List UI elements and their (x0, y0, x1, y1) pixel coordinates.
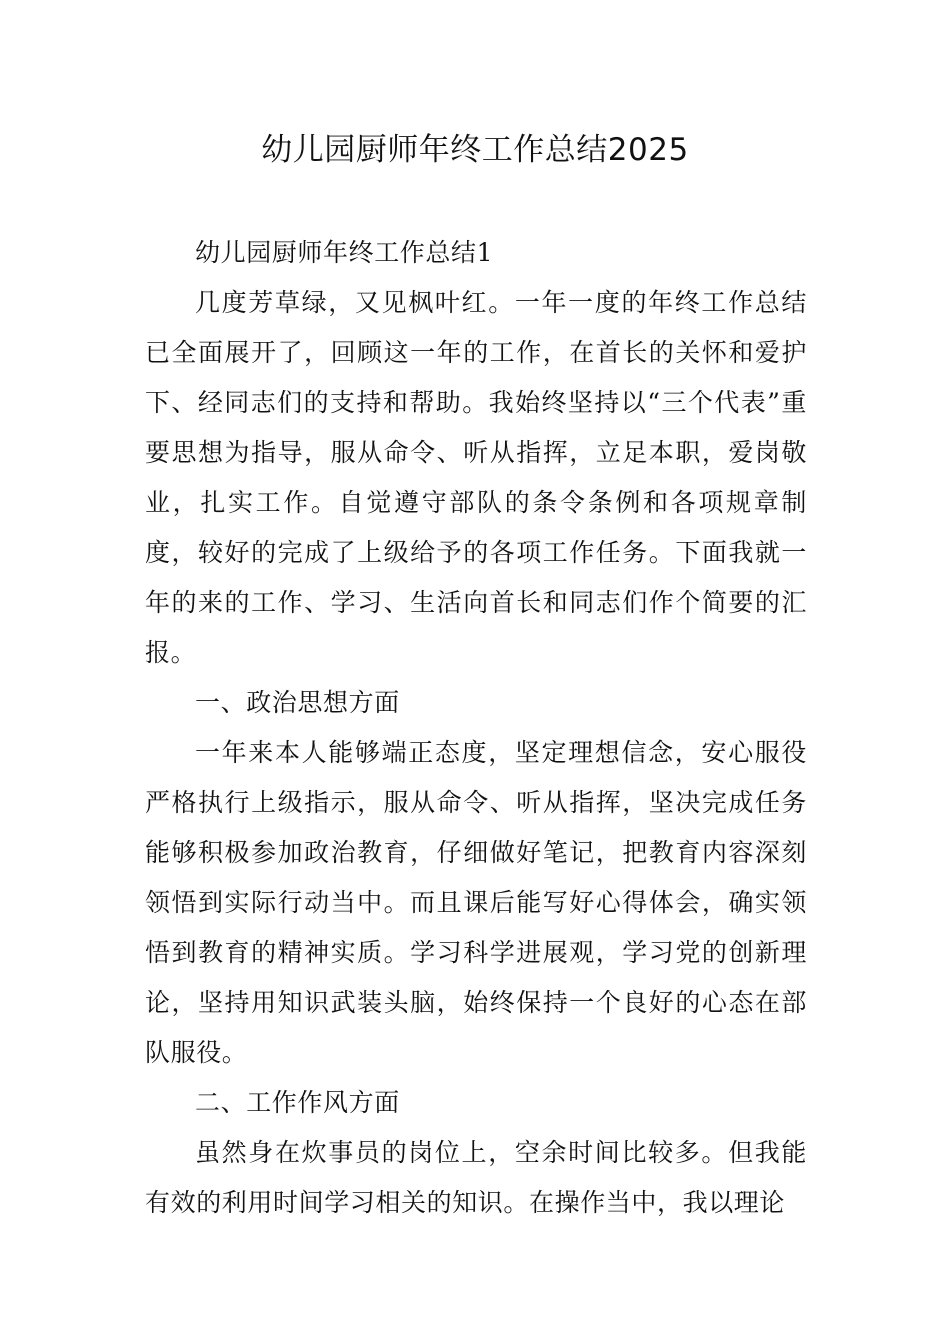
document-body (145, 228, 807, 1228)
section-heading-work-style: 二、工作作风方面 (195, 1088, 400, 1117)
paragraph-political: 一年来本人能够端正态度，坚定理想信念，安心服役严格执行上级指示，服从命令、听从指挥，坚决完成任务能够积极参加政治教育，仔细做好笔记，把教育内容深刻领悟到实际行动当中。而且课后能写好心得体会，确实领悟到教育的精神实质。学习科学进展观，学习党的创新理论，坚持用知识武装头脑，始终保持一个良好的心态在部队服役。 (145, 738, 807, 1067)
section-subtitle: 幼儿园厨师年终工作总结1 (195, 238, 494, 267)
paragraph-work-style: 虽然身在炊事员的岗位上，空余时间比较多。但我能有效的利用时间学习相关的知识。在操作当中，我以理论 (145, 1138, 807, 1217)
section-heading-political: 一、政治思想方面 (195, 688, 400, 717)
document-title: 幼儿园厨师年终工作总结2025 (261, 132, 689, 168)
paragraph-intro: 几度芳草绿，又见枫叶红。一年一度的年终工作总结已全面展开了，回顾这一年的工作，在首长的关怀和爱护下、经同志们的支持和帮助。我始终坚持以“三个代表”重要思想为指导，服从命令、听从指挥，立足本职，爱岗敬业，扎实工作。自觉遵守部队的条令条例和各项规章制度，较好的完成了上级给予的各项工作任务。下面我就一年的来的工作、学习、生活向首长和同志们作个简要的汇报。 (145, 288, 807, 667)
